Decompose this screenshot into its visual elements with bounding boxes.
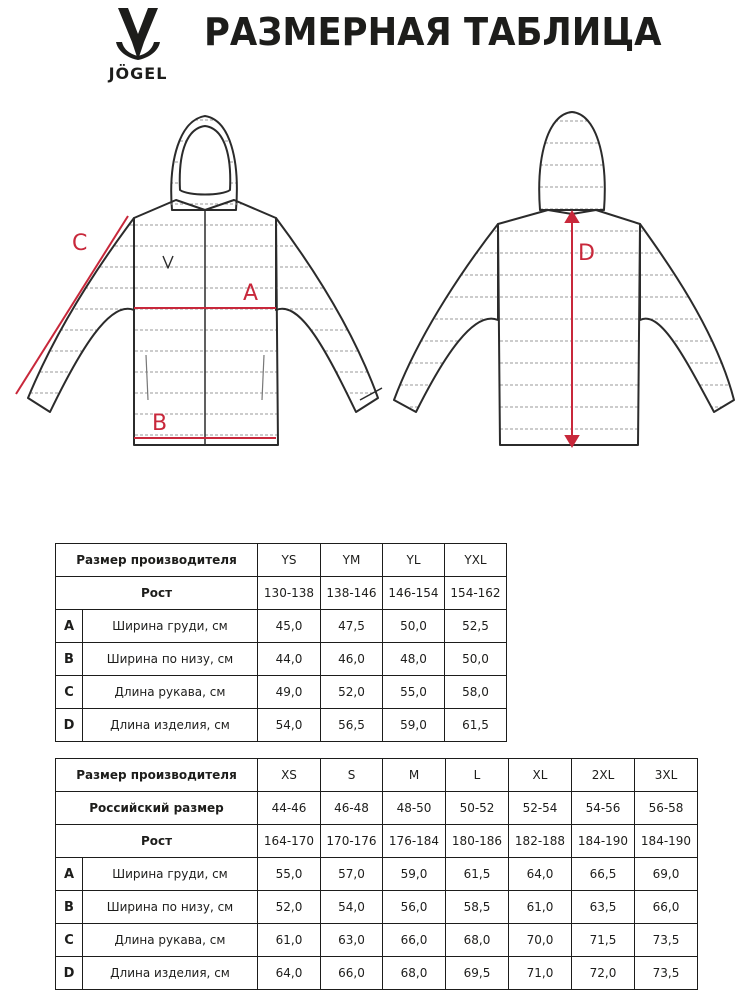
table-cell: 52,0 xyxy=(321,676,383,709)
row-label: Ширина груди, см xyxy=(83,858,258,891)
table-cell: 50,0 xyxy=(445,643,507,676)
table-cell: 184-190 xyxy=(572,825,635,858)
table-cell: 72,0 xyxy=(572,957,635,990)
table-cell: 66,0 xyxy=(635,891,698,924)
table-cell: 54-56 xyxy=(572,792,635,825)
row-label: Ширина по низу, см xyxy=(83,643,258,676)
table-cell: 63,0 xyxy=(321,924,383,957)
row-label: Ширина по низу, см xyxy=(83,891,258,924)
table-cell: 138-146 xyxy=(321,577,383,610)
table-cell: 56-58 xyxy=(635,792,698,825)
table-cell: 64,0 xyxy=(509,858,572,891)
table-cell: 180-186 xyxy=(446,825,509,858)
row-key: B xyxy=(56,643,83,676)
size-header-cell: M xyxy=(383,759,446,792)
table-cell: 68,0 xyxy=(383,957,446,990)
table-cell: 73,5 xyxy=(635,957,698,990)
table-cell: 61,0 xyxy=(509,891,572,924)
table-header-row xyxy=(56,544,507,577)
table-cell: 58,0 xyxy=(445,676,507,709)
size-header-label: Размер производителя xyxy=(56,544,258,577)
size-header-cell: YL xyxy=(383,544,445,577)
row-key: B xyxy=(56,891,83,924)
table-cell: 71,0 xyxy=(509,957,572,990)
table-cell: 46-48 xyxy=(321,792,383,825)
table-cell: 66,0 xyxy=(321,957,383,990)
table-cell: 52,5 xyxy=(445,610,507,643)
table-cell: 146-154 xyxy=(383,577,445,610)
table-cell: 56,5 xyxy=(321,709,383,742)
table-cell: 50,0 xyxy=(383,610,445,643)
row-label: Российский размер xyxy=(56,792,258,825)
table-cell: 66,0 xyxy=(383,924,446,957)
size-header-cell: S xyxy=(321,759,383,792)
table-row xyxy=(56,957,698,990)
table-row xyxy=(56,792,698,825)
size-header-cell: YXL xyxy=(445,544,507,577)
table-cell: 48-50 xyxy=(383,792,446,825)
row-key: A xyxy=(56,610,83,643)
row-key: D xyxy=(56,709,83,742)
table-cell: 154-162 xyxy=(445,577,507,610)
table-cell: 64,0 xyxy=(258,957,321,990)
row-label: Длина рукава, см xyxy=(83,924,258,957)
row-key: C xyxy=(56,676,83,709)
size-header-cell: YS xyxy=(258,544,321,577)
table-cell: 61,5 xyxy=(446,858,509,891)
front-jacket xyxy=(28,116,378,445)
row-key: C xyxy=(56,924,83,957)
table-cell: 59,0 xyxy=(383,709,445,742)
table-cell: 71,5 xyxy=(572,924,635,957)
label-c: C xyxy=(72,231,88,256)
table-cell: 73,5 xyxy=(635,924,698,957)
table-row xyxy=(56,643,507,676)
row-label: Длина изделия, см xyxy=(83,957,258,990)
table-cell: 69,0 xyxy=(635,858,698,891)
table-row xyxy=(56,610,507,643)
row-label: Рост xyxy=(56,825,258,858)
table-row xyxy=(56,825,698,858)
row-label: Длина изделия, см xyxy=(83,709,258,742)
table-cell: 54,0 xyxy=(321,891,383,924)
table-cell: 45,0 xyxy=(258,610,321,643)
table-header-row xyxy=(56,759,698,792)
table-cell: 164-170 xyxy=(258,825,321,858)
size-table-adult xyxy=(55,758,698,990)
table-cell: 68,0 xyxy=(446,924,509,957)
table-cell: 48,0 xyxy=(383,643,445,676)
table-cell: 56,0 xyxy=(383,891,446,924)
brand-logo-text: JÖGEL xyxy=(108,64,168,83)
table-cell: 54,0 xyxy=(258,709,321,742)
table-cell: 170-176 xyxy=(321,825,383,858)
table-cell: 52-54 xyxy=(509,792,572,825)
table-cell: 69,5 xyxy=(446,957,509,990)
row-label: Рост xyxy=(56,577,258,610)
table-cell: 57,0 xyxy=(321,858,383,891)
table-cell: 47,5 xyxy=(321,610,383,643)
table-cell: 44,0 xyxy=(258,643,321,676)
brand-logo xyxy=(88,2,188,90)
table-cell: 55,0 xyxy=(258,858,321,891)
table-cell: 59,0 xyxy=(383,858,446,891)
table-cell: 176-184 xyxy=(383,825,446,858)
size-header-cell: XS xyxy=(258,759,321,792)
table-row xyxy=(56,891,698,924)
row-key: D xyxy=(56,957,83,990)
table-row xyxy=(56,676,507,709)
table-cell: 182-188 xyxy=(509,825,572,858)
table-cell: 49,0 xyxy=(258,676,321,709)
row-label: Длина рукава, см xyxy=(83,676,258,709)
size-table-youth xyxy=(55,543,507,742)
size-header-cell: 2XL xyxy=(572,759,635,792)
size-header-cell: 3XL xyxy=(635,759,698,792)
table-cell: 130-138 xyxy=(258,577,321,610)
table-cell: 52,0 xyxy=(258,891,321,924)
label-a: A xyxy=(243,281,259,306)
table-cell: 55,0 xyxy=(383,676,445,709)
table-cell: 46,0 xyxy=(321,643,383,676)
table-cell: 70,0 xyxy=(509,924,572,957)
table-cell: 58,5 xyxy=(446,891,509,924)
brand-logo-mark-icon xyxy=(88,2,188,64)
size-header-cell: L xyxy=(446,759,509,792)
table-row xyxy=(56,709,507,742)
table-cell: 63,5 xyxy=(572,891,635,924)
page-title: РАЗМЕРНАЯ ТАБЛИЦА xyxy=(204,10,662,54)
table-row xyxy=(56,924,698,957)
row-key: A xyxy=(56,858,83,891)
table-row xyxy=(56,858,698,891)
table-cell: 61,5 xyxy=(445,709,507,742)
table-cell: 61,0 xyxy=(258,924,321,957)
label-b: B xyxy=(152,411,168,436)
label-d: D xyxy=(578,241,595,266)
row-label: Ширина груди, см xyxy=(83,610,258,643)
table-cell: 184-190 xyxy=(635,825,698,858)
size-header-cell: XL xyxy=(509,759,572,792)
jacket-diagram xyxy=(0,100,748,500)
table-row xyxy=(56,577,507,610)
back-jacket xyxy=(394,112,734,445)
size-header-cell: YM xyxy=(321,544,383,577)
size-header-label: Размер производителя xyxy=(56,759,258,792)
table-cell: 44-46 xyxy=(258,792,321,825)
table-cell: 50-52 xyxy=(446,792,509,825)
table-cell: 66,5 xyxy=(572,858,635,891)
